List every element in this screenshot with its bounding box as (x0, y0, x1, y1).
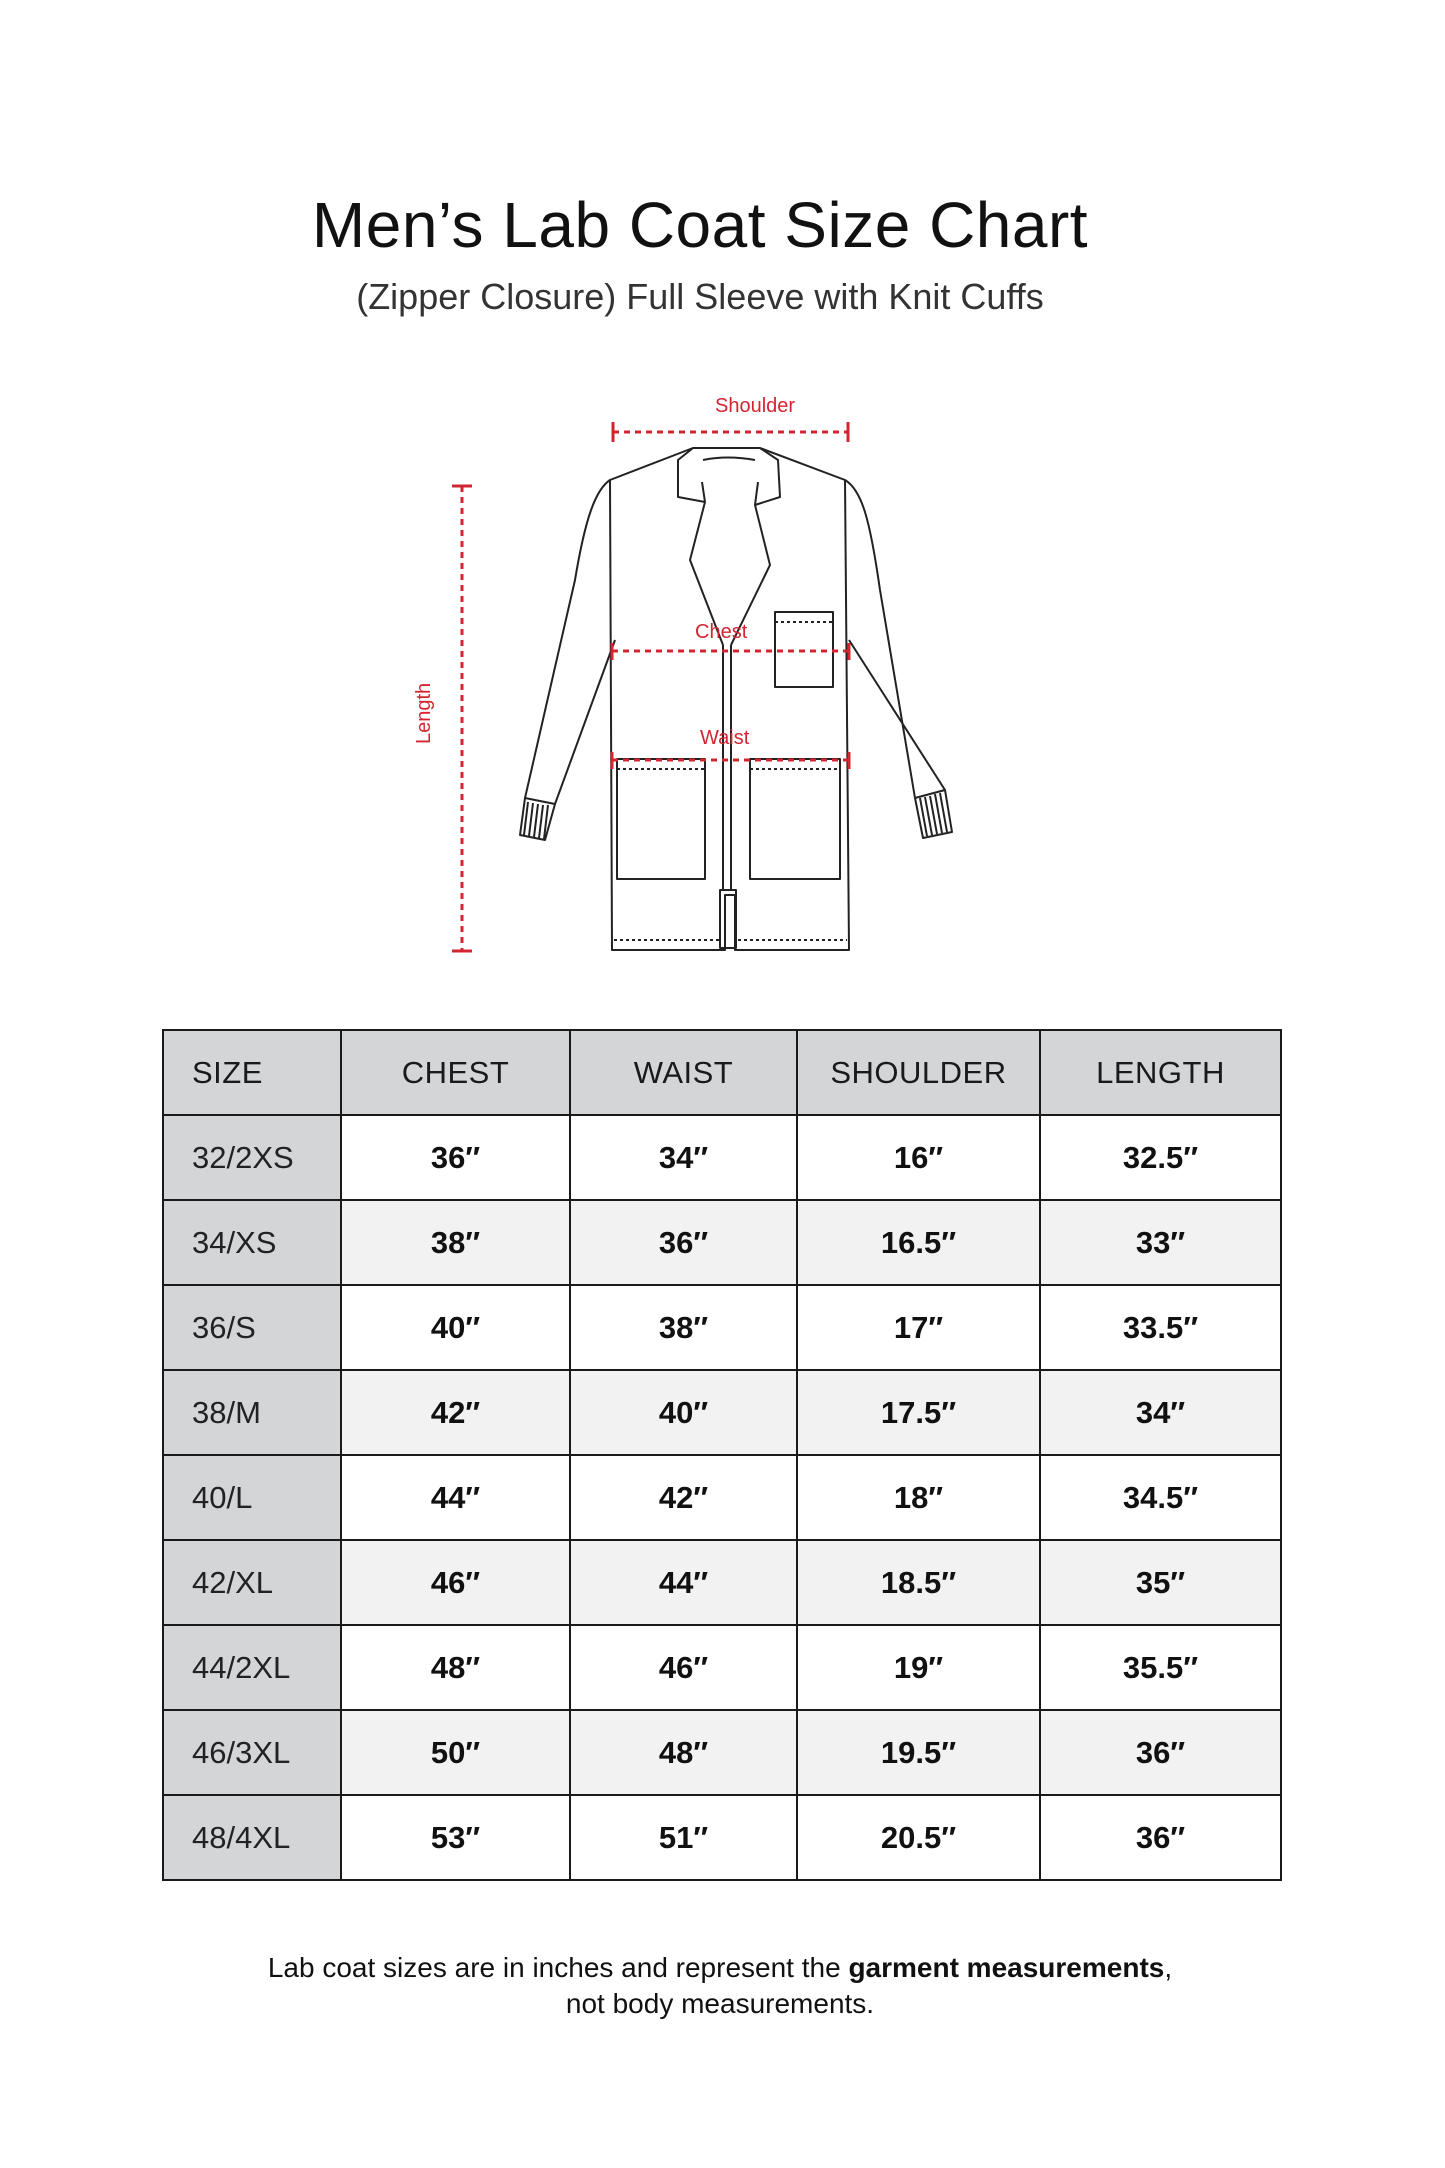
table-row (163, 1370, 1281, 1455)
size-cell: 44/2XL (163, 1625, 341, 1710)
table-row (163, 1625, 1281, 1710)
column-header-size: SIZE (163, 1030, 341, 1115)
right-sleeve (845, 480, 945, 798)
size-cell: 36/S (163, 1285, 341, 1370)
size-cell: 46/3XL (163, 1710, 341, 1795)
length-cell: 36″ (1040, 1795, 1281, 1880)
chest-cell: 53″ (341, 1795, 570, 1880)
shoulder-cell: 16.5″ (797, 1200, 1040, 1285)
page-title: Men’s Lab Coat Size Chart (311, 189, 1089, 261)
chest-cell: 50″ (341, 1710, 570, 1795)
collar-right (755, 448, 780, 505)
waist-cell: 42″ (570, 1455, 797, 1540)
size-cell: 48/4XL (163, 1795, 341, 1880)
waist-cell: 48″ (570, 1710, 797, 1795)
lab-coat-diagram (360, 380, 1060, 980)
size-cell: 38/M (163, 1370, 341, 1455)
waist-cell: 38″ (570, 1285, 797, 1370)
zipper-line (723, 645, 731, 890)
page-subtitle: (Zipper Closure) Full Sleeve with Knit Cuffs (356, 276, 1044, 317)
waist-cell: 34″ (570, 1115, 797, 1200)
collar-back (703, 458, 755, 461)
table-row (163, 1115, 1281, 1200)
shoulder-cell: 20.5″ (797, 1795, 1040, 1880)
length-cell: 32.5″ (1040, 1115, 1281, 1200)
column-header-length: LENGTH (1040, 1030, 1281, 1115)
footnote (0, 1950, 1440, 2022)
chest-cell: 38″ (341, 1200, 570, 1285)
collar-left (678, 448, 705, 502)
size-cell: 34/XS (163, 1200, 341, 1285)
shoulder-cell: 16″ (797, 1115, 1040, 1200)
waist-cell: 51″ (570, 1795, 797, 1880)
table-header-row (163, 1030, 1281, 1115)
length-cell: 35″ (1040, 1540, 1281, 1625)
table-row (163, 1285, 1281, 1370)
chest-cell: 42″ (341, 1370, 570, 1455)
shoulder-cell: 18.5″ (797, 1540, 1040, 1625)
length-cell: 33.5″ (1040, 1285, 1281, 1370)
table-row (163, 1540, 1281, 1625)
shoulder-cell: 19″ (797, 1625, 1040, 1710)
length-cell: 35.5″ (1040, 1625, 1281, 1710)
footnote-line-1 (0, 1950, 1440, 1986)
size-cell: 40/L (163, 1455, 341, 1540)
length-cell: 33″ (1040, 1200, 1281, 1285)
lab-coat-illustration (360, 380, 1060, 980)
chest-cell: 48″ (341, 1625, 570, 1710)
table-row (163, 1200, 1281, 1285)
table-row (163, 1710, 1281, 1795)
size-chart-table (162, 1029, 1282, 1881)
size-cell: 42/XL (163, 1540, 341, 1625)
coat-body-outline (610, 448, 849, 950)
right-pocket (750, 759, 840, 879)
footnote-text-end: , (1164, 1952, 1173, 1983)
left-sleeve (525, 480, 615, 804)
column-header-waist: WAIST (570, 1030, 797, 1115)
length-cell: 34.5″ (1040, 1455, 1281, 1540)
length-cell: 34″ (1040, 1370, 1281, 1455)
size-cell: 32/2XS (163, 1115, 341, 1200)
shoulder-cell: 17″ (797, 1285, 1040, 1370)
length-cell: 36″ (1040, 1710, 1281, 1795)
shoulder-cell: 17.5″ (797, 1370, 1040, 1455)
chest-cell: 40″ (341, 1285, 570, 1370)
waist-cell: 46″ (570, 1625, 797, 1710)
shoulder-cell: 18″ (797, 1455, 1040, 1540)
waist-cell: 40″ (570, 1370, 797, 1455)
waist-cell: 36″ (570, 1200, 797, 1285)
column-header-chest: CHEST (341, 1030, 570, 1115)
waist-label: Waist (700, 727, 750, 749)
chest-label: Chest (695, 621, 748, 643)
table-row (163, 1455, 1281, 1540)
zipper-pull (720, 890, 736, 948)
table-row (163, 1795, 1281, 1880)
shoulder-cell: 19.5″ (797, 1710, 1040, 1795)
chest-cell: 44″ (341, 1455, 570, 1540)
left-pocket (617, 759, 705, 879)
footnote-bold-text: garment measurements (848, 1952, 1165, 1983)
column-header-shoulder: SHOULDER (797, 1030, 1040, 1115)
chest-cell: 36″ (341, 1115, 570, 1200)
footnote-text-start: Lab coat sizes are in inches and represent the (267, 1952, 849, 1983)
shoulder-label: Shoulder (715, 395, 796, 417)
length-label: Length (413, 682, 435, 744)
waist-cell: 44″ (570, 1540, 797, 1625)
footnote-line-2: not body measurements. (565, 1988, 875, 2019)
chest-cell: 46″ (341, 1540, 570, 1625)
